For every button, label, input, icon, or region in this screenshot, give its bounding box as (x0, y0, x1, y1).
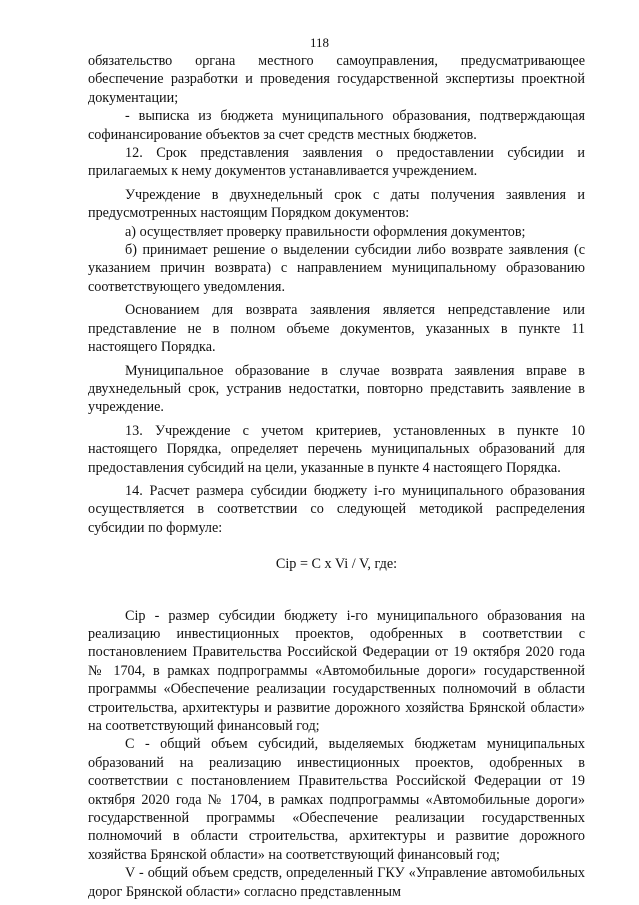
definition-cip: Ciр - размер субсидии бюджету i-го муниципального образования на реализацию инвестиционных проектов, одобренных в соответствии с постановлением Правительства Российской Федерации от 19 октября 2020 года № 1704, в рамках подпрограммы «Автомобильные дороги» государственной программы «Обеспечение реализации государственных полномочий в области строительства, архитектуры и развитие дорожного хозяйства Брянской области» на соответствующий финансовый год; (88, 607, 585, 734)
document-body (88, 52, 585, 901)
paragraph-item-13: 13. Учреждение с учетом критериев, установленных в пункте 10 настоящего Порядка, определяет перечень муниципальных образований для предоставления субсидий на цели, указанные в пункте 4 настоящего Порядка. (88, 422, 585, 476)
paragraph-item-12: 12. Срок представления заявления о предоставлении субсидии и прилагаемых к нему документов устанавливается учреждением. (88, 145, 585, 180)
paragraph-subitem-b: б) принимает решение о выделении субсидии либо возврате заявления (с указанием причин возврата) с направлением муниципальному образованию соответствующего уведомления. (88, 242, 585, 295)
definition-c: C - общий объем субсидий, выделяемых бюджетам муниципальных образований на реализацию инвестиционных проектов, одобренных в соответствии с постановлением Правительства Российской Федерации от 19 октября 2020 года № 1704, в рамках подпрограммы «Автомобильные дороги» государственной программы «Обеспечение реализации государственных полномочий в области строительства, архитектуры и развитие дорожного хозяйства Брянской области» на соответствующий финансовый год; (88, 736, 585, 863)
paragraph-continuation: обязательство органа местного самоуправления, предусматривающее обеспечение разработки и проведения государственной экспертизы проектной документации; (88, 53, 585, 106)
paragraph-budget-extract: - выписка из бюджета муниципального образования, подтверждающая софинансирование объектов за счет средств местных бюджетов. (88, 108, 585, 143)
paragraph-resubmission: Муниципальное образование в случае возврата заявления вправе в двухнедельный срок, устранив недостатки, повторно представить заявление в учреждение. (88, 362, 585, 416)
paragraph-review-period: Учреждение в двухнедельный срок с даты получения заявления и предусмотренных настоящим Порядком документов: (88, 186, 585, 222)
paragraph-return-grounds: Основанием для возврата заявления является непредставление или представление не в полном объеме документов, указанных в пункте 11 настоящего Порядка. (88, 302, 585, 356)
paragraph-subitem-a: а) осуществляет проверку правильности оформления документов; (125, 223, 526, 240)
definition-v: V - общий объем средств, определенный ГКУ «Управление автомобильных дорог Брянской области» согласно представленным (88, 865, 585, 900)
subsidy-formula: Ciр = C x Vi / V, где: (275, 556, 398, 573)
paragraph-item-14: 14. Расчет размера субсидии бюджету i-го муниципального образования осуществляется в соответствии со следующей методикой распределения субсидии по формуле: (88, 482, 585, 536)
page-number: 118 (309, 35, 330, 50)
